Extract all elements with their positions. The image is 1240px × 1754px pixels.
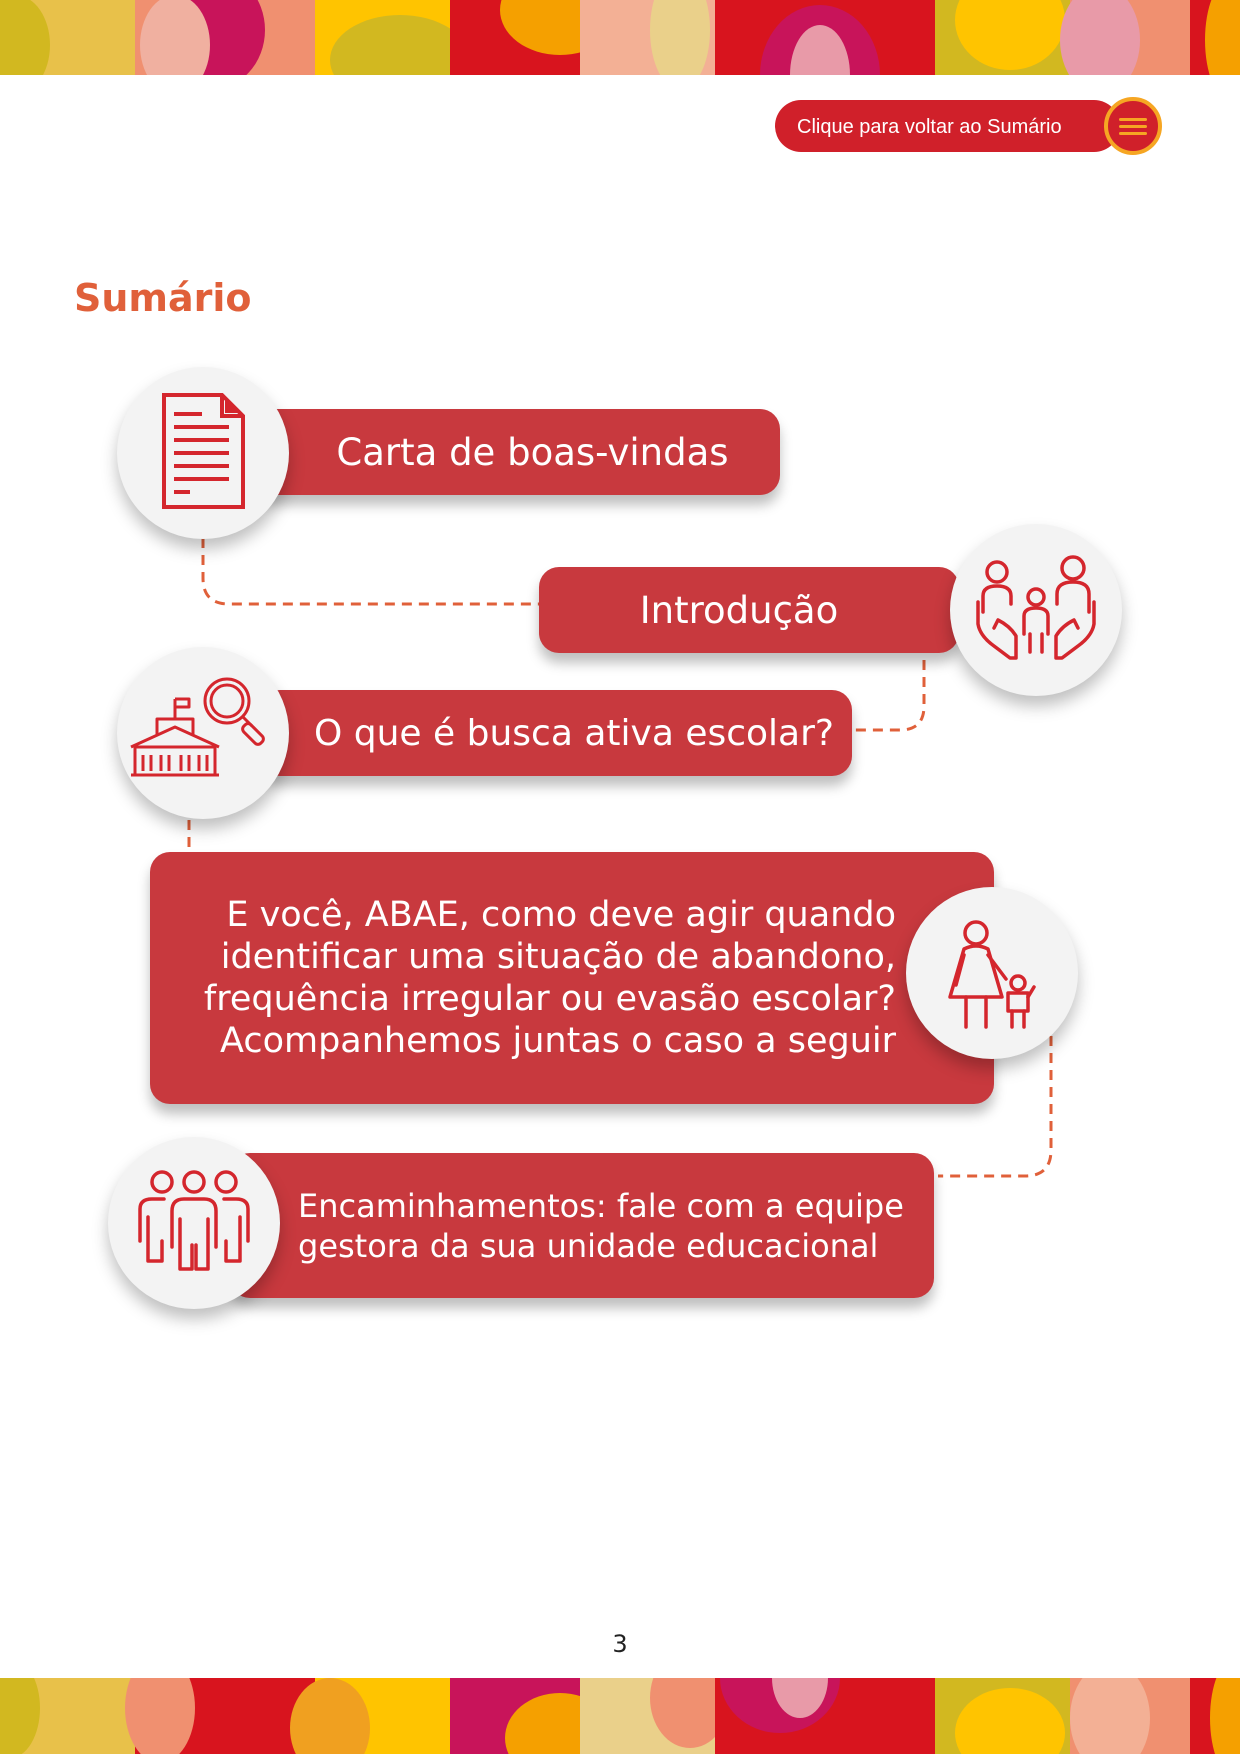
- toc-item-carta[interactable]: [255, 409, 780, 495]
- back-to-summary-label: Clique para voltar ao Sumário: [797, 116, 1062, 138]
- mother-child-icon[interactable]: [906, 887, 1078, 1059]
- toc-item-line: identificar uma situação de abandono,: [220, 937, 896, 977]
- toc-item-line: Acompanhemos juntas o caso a seguir: [220, 1021, 896, 1061]
- toc-item-line: Encaminhamentos: fale com a equipe: [298, 1186, 904, 1225]
- family-hands-icon[interactable]: [950, 524, 1122, 696]
- page-title: Sumário: [74, 276, 252, 320]
- toc-item-line: E você, ABAE, como deve agir quando: [226, 895, 896, 935]
- toc-item-label: Introdução: [639, 588, 839, 632]
- toc-item-label: O que é busca ativa escolar?: [313, 712, 835, 754]
- toc-item-line: frequência irregular ou evasão escolar?: [203, 979, 896, 1019]
- team-group-icon[interactable]: [108, 1137, 280, 1309]
- toc-item-line: gestora da sua unidade educacional: [298, 1226, 879, 1265]
- document-icon[interactable]: [117, 367, 289, 539]
- toc-item-busca-ativa[interactable]: [260, 690, 852, 776]
- toc-item-como-agir[interactable]: [150, 852, 994, 1104]
- page-number: 3: [612, 1630, 628, 1658]
- school-search-icon[interactable]: [117, 647, 289, 819]
- toc-item-multiline-label: [298, 1186, 904, 1266]
- toc-item-introducao[interactable]: [539, 567, 959, 653]
- toc-item-multiline-label: [204, 894, 896, 1062]
- toc-item-label: Carta de boas-vindas: [336, 430, 729, 474]
- toc-item-encaminhamentos[interactable]: [230, 1153, 934, 1298]
- decorative-bottom-band: [0, 1678, 1240, 1754]
